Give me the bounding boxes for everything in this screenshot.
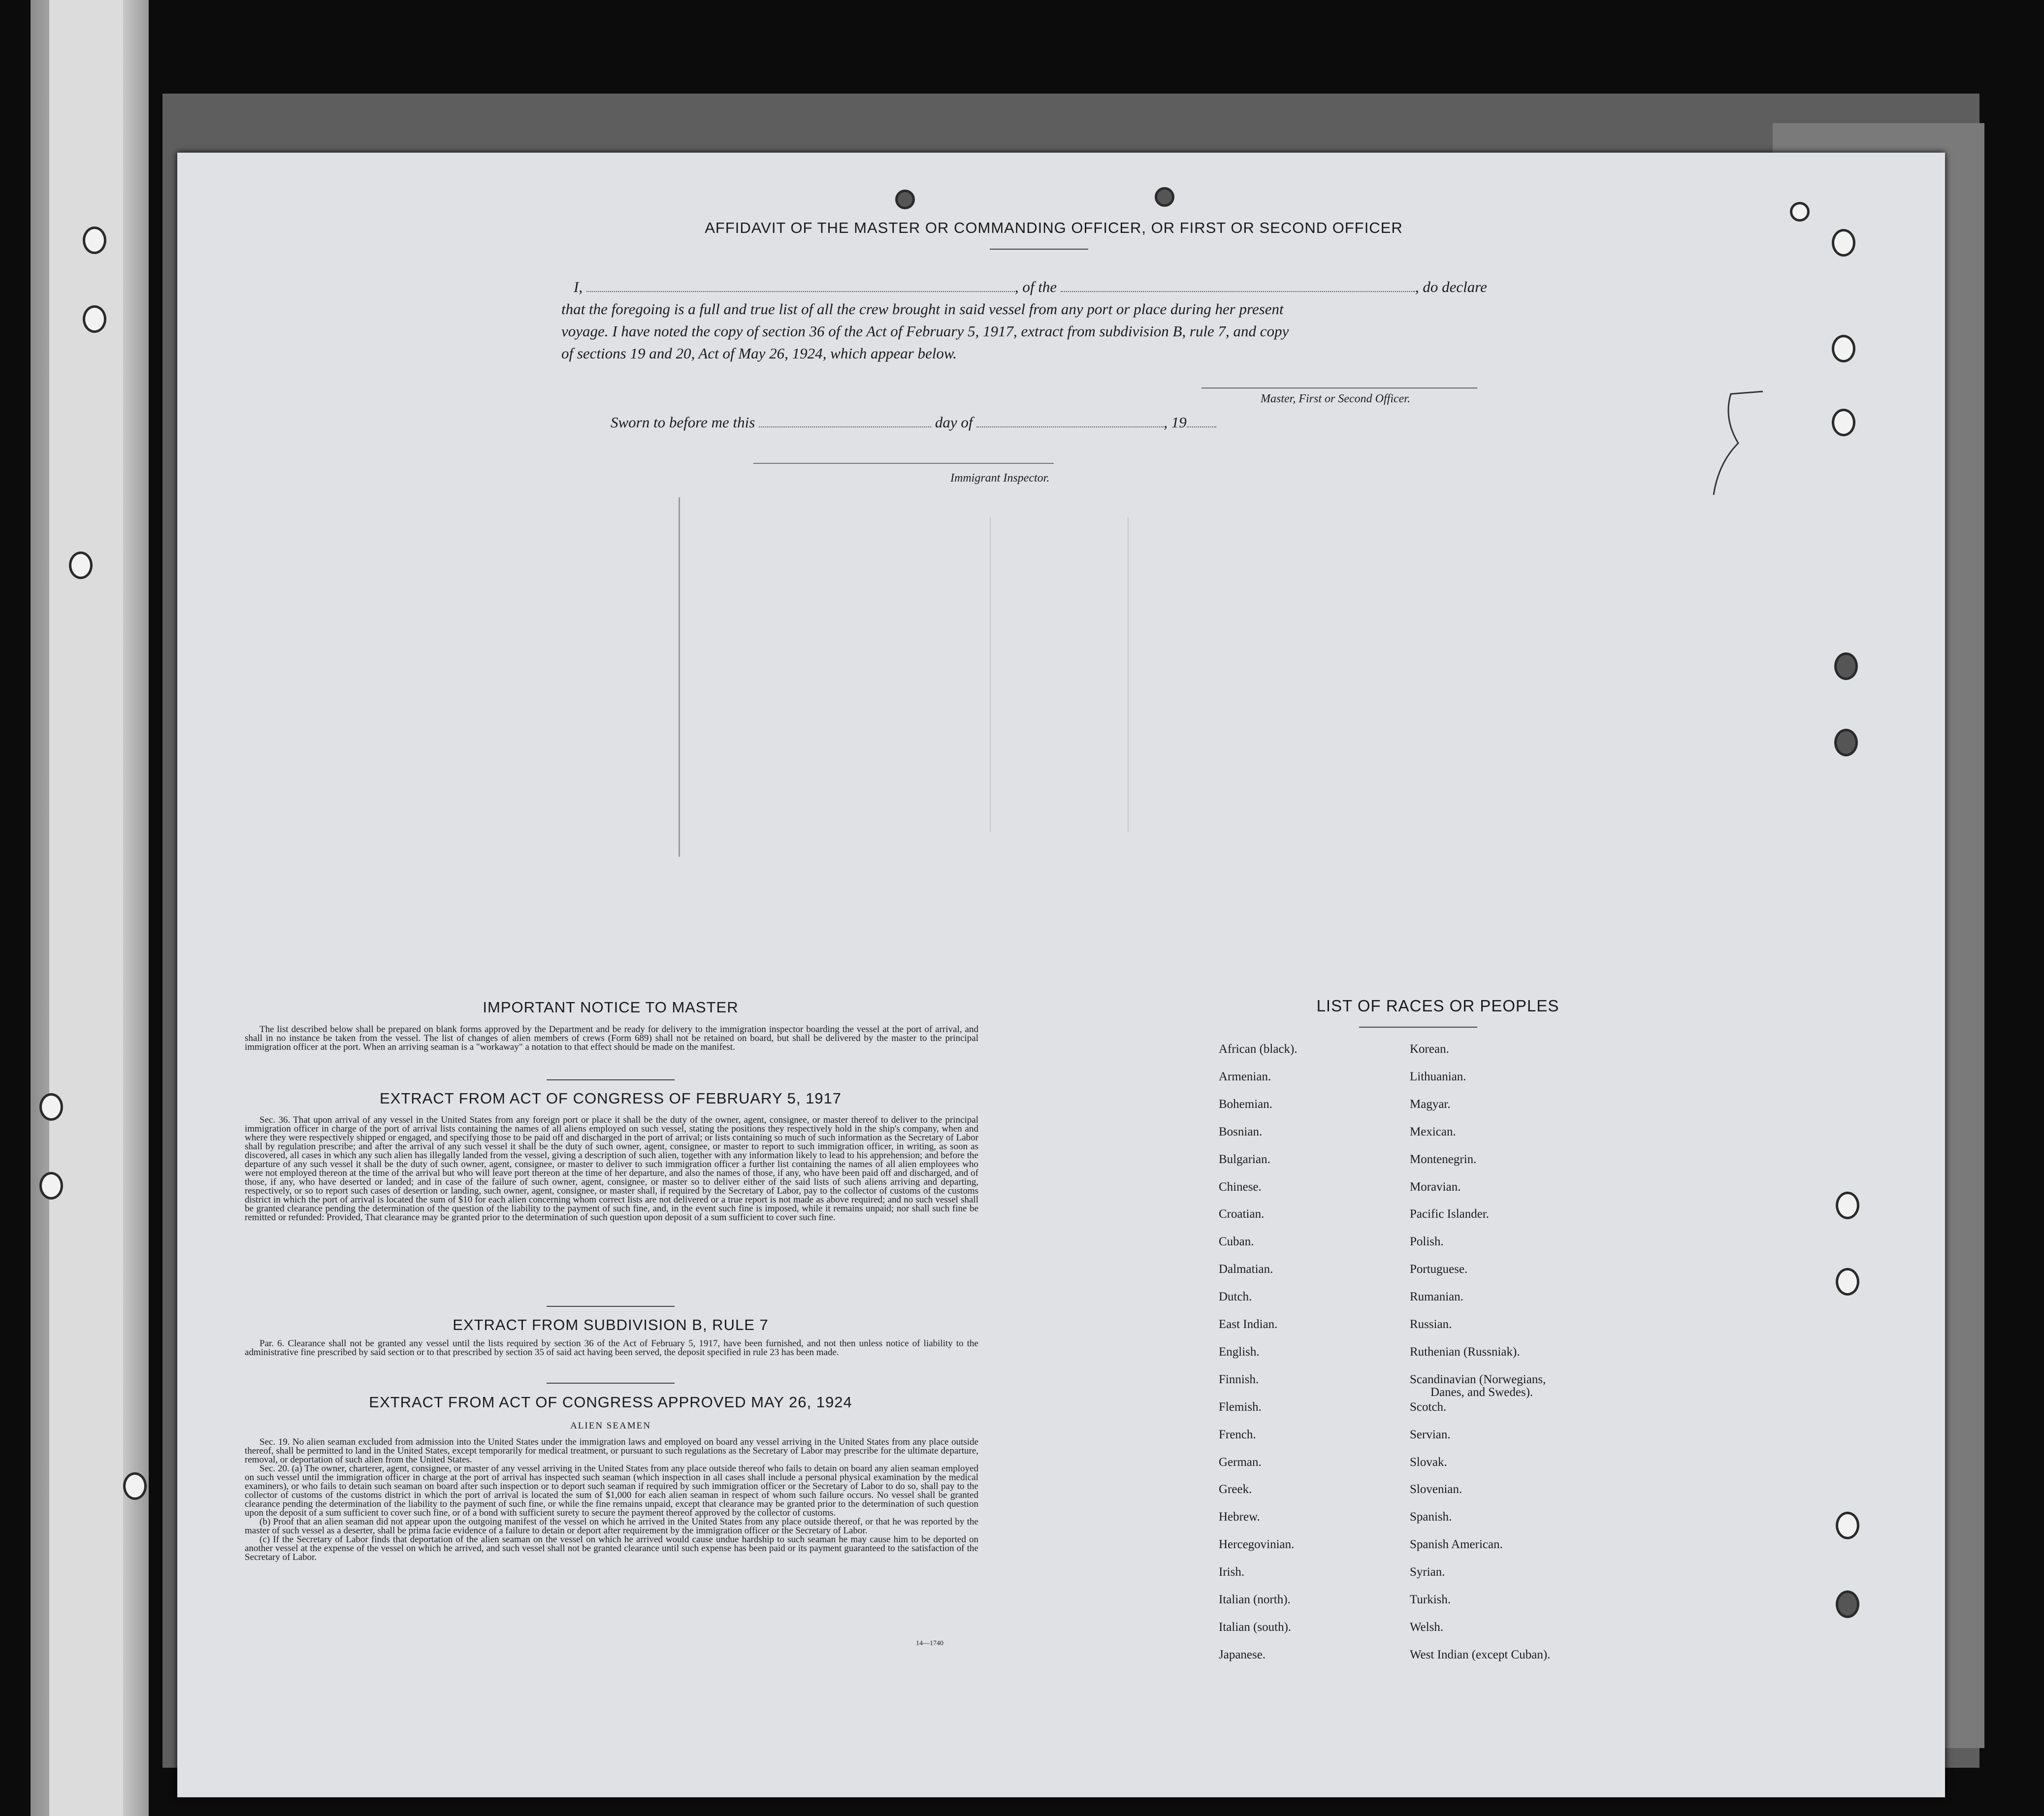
affidavit-line-3: voyage. I have noted the copy of section 36 of the Act of February 5, 1917, extract from subdivision B, rule 7, and copy bbox=[561, 323, 1289, 340]
race-item: Bulgarian. bbox=[1219, 1152, 1270, 1166]
race-item: Rumanian. bbox=[1410, 1290, 1464, 1304]
race-item: Greek. bbox=[1219, 1483, 1252, 1496]
race-item: Syrian. bbox=[1410, 1565, 1445, 1579]
race-item: Flemish. bbox=[1219, 1400, 1262, 1414]
faint-column-line bbox=[679, 497, 680, 857]
race-item: Lithuanian. bbox=[1410, 1070, 1466, 1083]
punch-hole bbox=[1832, 335, 1855, 362]
punch-hole bbox=[1834, 652, 1858, 680]
race-item: Irish. bbox=[1219, 1565, 1245, 1579]
punch-hole bbox=[1834, 729, 1858, 756]
race-item: Italian (south). bbox=[1219, 1620, 1292, 1634]
race-item: Servian. bbox=[1410, 1427, 1451, 1441]
declare-label: , do declare bbox=[1415, 278, 1487, 295]
day-of-label: day of bbox=[935, 414, 973, 431]
race-item: Scotch. bbox=[1410, 1400, 1447, 1414]
punch-hole bbox=[1836, 1268, 1859, 1296]
race-item: Hebrew. bbox=[1219, 1510, 1260, 1524]
affidavit-line-4: of sections 19 and 20, Act of May 26, 1924, which appear below. bbox=[561, 345, 957, 362]
punch-hole bbox=[1836, 1590, 1859, 1618]
alien-seamen-subtitle: ALIEN SEAMEN bbox=[570, 1421, 651, 1431]
race-item: Dalmatian. bbox=[1219, 1263, 1273, 1276]
race-item: Japanese. bbox=[1219, 1648, 1266, 1661]
race-item: Finnish. bbox=[1219, 1372, 1259, 1386]
race-item-continuation: Danes, and Swedes). bbox=[1430, 1385, 1533, 1399]
race-item: German. bbox=[1219, 1455, 1262, 1469]
affidavit-line-2: that the foregoing is a full and true list of all the crew brought in said vessel from any port or place during her present bbox=[561, 300, 1284, 318]
race-item: Bosnian. bbox=[1219, 1125, 1263, 1138]
subdivision-body bbox=[245, 1339, 978, 1357]
title-rule bbox=[990, 249, 1088, 250]
race-item: Montenegrin. bbox=[1410, 1152, 1477, 1166]
faint-column-line bbox=[1128, 517, 1129, 832]
i-label: I, bbox=[574, 278, 583, 295]
race-item: French. bbox=[1219, 1427, 1256, 1441]
punch-hole bbox=[83, 305, 106, 333]
vessel-blank[interactable] bbox=[1061, 279, 1415, 292]
extract-1917-title: EXTRACT FROM ACT OF CONGRESS OF FEBRUARY 5, 1917 bbox=[379, 1090, 842, 1107]
race-item: English. bbox=[1219, 1345, 1260, 1359]
notice-body bbox=[245, 1025, 978, 1052]
punch-hole bbox=[1832, 409, 1855, 436]
section-rule bbox=[547, 1079, 675, 1080]
punch-hole bbox=[895, 190, 915, 209]
races-title: LIST OF RACES OR PEOPLES bbox=[1316, 997, 1559, 1015]
notice-title: IMPORTANT NOTICE TO MASTER bbox=[483, 999, 739, 1016]
races-title-rule bbox=[1359, 1027, 1477, 1028]
race-item: Dutch. bbox=[1219, 1290, 1252, 1304]
of-the-label: , of the bbox=[1014, 278, 1057, 295]
form-number: 14—1740 bbox=[916, 1640, 943, 1647]
punch-hole bbox=[69, 551, 93, 579]
faint-column-line bbox=[990, 517, 991, 832]
race-item: Chinese. bbox=[1219, 1180, 1262, 1194]
race-item: Ruthenian (Russniak). bbox=[1410, 1345, 1520, 1359]
race-item: Welsh. bbox=[1410, 1620, 1444, 1634]
race-item: Hercegovinian. bbox=[1219, 1538, 1295, 1552]
year-prefix-label: , 19 bbox=[1164, 414, 1187, 431]
name-blank[interactable] bbox=[586, 279, 1015, 292]
extract-1917-body bbox=[245, 1116, 978, 1222]
sec-19-paragraph: Sec. 19. No alien seaman excluded from admission into the United States under the immigration laws and employed on board any vessel arriving in the United States from any place outside thereof, shall be permitted to land in the United States, except temporarily for medical treatment, or pursuant to such regulations as the Secretary of Labor may prescribe for the ultimate departure, removal, or deportation of such alien from the United States. bbox=[245, 1437, 978, 1465]
sec-20c-paragraph: (c) If the Secretary of Labor finds that deportation of the alien seaman on the vessel on which he arrived would cause undue hardship to such seaman he may cause him to be deported on another vessel at the expense of the vessel on which he arrived, and such vessel shall not be granted clearance until such expense has been paid or its payment guaranteed to the satisfaction of the Secretary of Labor. bbox=[245, 1534, 978, 1562]
par-6-paragraph: Par. 6. Clearance shall not be granted any vessel until the lists required by section 36 of the Act of February 5, 1917, have been furnished, and not then unless notice of liability to the administrative fine prescribed by said section or to that prescribed by section 35 of said act having been served, the deposit specified in rule 23 has been made. bbox=[245, 1338, 978, 1358]
race-item: Armenian. bbox=[1219, 1070, 1271, 1083]
race-item: Bohemian. bbox=[1219, 1097, 1273, 1111]
punch-hole bbox=[1790, 202, 1810, 222]
section-rule bbox=[547, 1306, 675, 1307]
race-item: Portuguese. bbox=[1410, 1263, 1468, 1276]
inspector-label: Immigrant Inspector. bbox=[950, 472, 1050, 485]
affidavit-line-1 bbox=[574, 278, 1487, 296]
punch-hole bbox=[39, 1093, 63, 1121]
race-item: Polish. bbox=[1410, 1235, 1444, 1249]
race-item: Turkish. bbox=[1410, 1593, 1451, 1606]
sworn-line bbox=[611, 414, 1216, 431]
affidavit-title: AFFIDAVIT OF THE MASTER OR COMMANDING OFFICER, OR FIRST OR SECOND OFFICER bbox=[705, 219, 1403, 236]
punch-hole bbox=[123, 1472, 147, 1500]
sworn-year-blank[interactable] bbox=[1187, 415, 1216, 427]
left-paper-strip-inner bbox=[49, 0, 123, 1816]
race-item: Slovenian. bbox=[1410, 1483, 1462, 1496]
punch-hole bbox=[1155, 187, 1174, 207]
sec-20a-paragraph: Sec. 20. (a) The owner, charterer, agent, consignee, or master of any vessel arriving in the United States from any place outside thereof who fails to detain on board any alien seaman employed on such vessel until the immigration officer in charge at the port of arrival has inspected such seaman (which inspection in all cases shall include a personal physical examination by the medical examiners), or who fails to detain such seaman on board after such inspection or to deport such seaman if required by such immigration officer or the Secretary of Labor to do so, shall pay to the collector of customs of the customs district in which the port of arrival is located the sum of $1,000 for each alien seaman in respect of whom such failure occurs. No vessel shall be granted clearance pending the determination of the liability to the payment of such fine, or while the fine remains unpaid, except that clearance may be granted prior to the determination of such question upon the deposit of a sum sufficient to cover such fine, or of a bond with sufficient surety to secure the payment thereof approved by the collector of customs. bbox=[245, 1463, 978, 1518]
extract-1924-title: EXTRACT FROM ACT OF CONGRESS APPROVED MAY 26, 1924 bbox=[369, 1394, 852, 1411]
sec-20b-paragraph: (b) Proof that an alien seaman did not appear upon the outgoing manifest of the vessel on which he arrived in the United States from any place outside thereof, or that he was reported by the master of such vessel as a deserter, shall be prima facie evidence of a failure to detain or deport after requirement by the immigration officer or the Secretary of Labor. bbox=[245, 1517, 978, 1536]
master-signature-line[interactable] bbox=[1201, 388, 1477, 389]
punch-hole bbox=[83, 227, 106, 254]
race-item: Pacific Islander. bbox=[1410, 1207, 1490, 1221]
race-item: West Indian (except Cuban). bbox=[1410, 1648, 1551, 1661]
race-item: Slovak. bbox=[1410, 1455, 1447, 1469]
race-item: Magyar. bbox=[1410, 1097, 1451, 1111]
race-item: Italian (north). bbox=[1219, 1593, 1291, 1606]
extract-1924-body bbox=[245, 1438, 978, 1562]
punch-hole bbox=[1836, 1512, 1859, 1539]
inspector-signature-line[interactable] bbox=[753, 463, 1054, 464]
punch-hole bbox=[1832, 229, 1855, 257]
section-rule bbox=[547, 1383, 675, 1384]
race-item: East Indian. bbox=[1219, 1318, 1278, 1331]
subdivision-title: EXTRACT FROM SUBDIVISION B, RULE 7 bbox=[453, 1316, 769, 1333]
race-item: Cuban. bbox=[1219, 1235, 1254, 1249]
punch-hole bbox=[1836, 1192, 1859, 1219]
master-signature-label: Master, First or Second Officer. bbox=[1261, 392, 1410, 405]
sworn-label: Sworn to before me this bbox=[611, 414, 755, 431]
race-item: Mexican. bbox=[1410, 1125, 1456, 1138]
notice-paragraph: The list described below shall be prepared on blank forms approved by the Department and be ready for delivery to the immigration inspector boarding the vessel at the port of arrival, and shall in no instance be taken from the vessel. The list of changes of alien members of crews (Form 689) shall not be retained on board, but shall be delivered by the master to the principal immigration officer at the port. When an arriving seaman is a "workaway" a notation to that effect should be made on the manifest. bbox=[245, 1024, 978, 1052]
race-item: Croatian. bbox=[1219, 1207, 1265, 1221]
race-item: African (black). bbox=[1219, 1042, 1298, 1056]
race-item: Spanish American. bbox=[1410, 1538, 1503, 1552]
pencil-mark bbox=[1684, 384, 1783, 502]
race-item: Moravian. bbox=[1410, 1180, 1461, 1194]
punch-hole bbox=[39, 1172, 63, 1200]
race-item: Russian. bbox=[1410, 1318, 1452, 1331]
section-36-paragraph: Sec. 36. That upon arrival of any vessel in the United States from any foreign port or place it shall be the duty of the owner, agent, consignee, or master thereof to deliver to the principal immigration officer in charge of the port of arrival lists containing the names of all aliens employed on such vessel, stating the positions they respectively hold in the ship's company, when and where they were respectively shipped or engaged, and specifying those to be paid off and discharged in the port of arrival; or lists containing so much of such information as the Secretary of Labor shall by regulation prescribe; and after the arrival of any such vessel it shall be the duty of such owner, agent, consignee, or master to report to such immigration officer, in writing, as soon as discovered, all cases in which any such alien has illegally landed from the vessel, giving a description of such alien, together with any information likely to lead to his apprehension; and before the departure of any such vessel it shall be the duty of such owner, agent, consignee, or master to deliver to such immigration officer a further list containing the names of all alien employees who were not employed thereon at the time of the arrival but who will leave port thereon at the time of her departure, and also the names of those, if any, who have been paid off and discharged, and of those, if any, who have deserted or landed; and in case of the failure of such owner, agent, consignee, or master so to deliver either of the said lists of such aliens arriving and departing, respectively, or so to report such cases of desertion or landing, such owner, agent, consignee, or master shall, if required by the Secretary of Labor, pay to the collector of customs of the customs district in which the port of arrival is located the sum of $10 for each alien concerning whom correct lists are not delivered or a true report is not made as above required; and no such vessel shall be granted clearance pending the determination of the question of the liability to the payment of such fine, and, in the event such fine is imposed, while it remains unpaid; nor shall such fine be remitted or refunded: Provided, That clearance may be granted prior to the determination of such question upon deposit of a sum sufficient to cover such fine. bbox=[245, 1115, 978, 1223]
sworn-month-blank[interactable] bbox=[976, 415, 1164, 427]
race-item: Scandinavian (Norwegians, bbox=[1410, 1372, 1546, 1386]
sworn-day-blank[interactable] bbox=[759, 415, 931, 427]
race-item: Spanish. bbox=[1410, 1510, 1452, 1524]
race-item: Korean. bbox=[1410, 1042, 1449, 1056]
